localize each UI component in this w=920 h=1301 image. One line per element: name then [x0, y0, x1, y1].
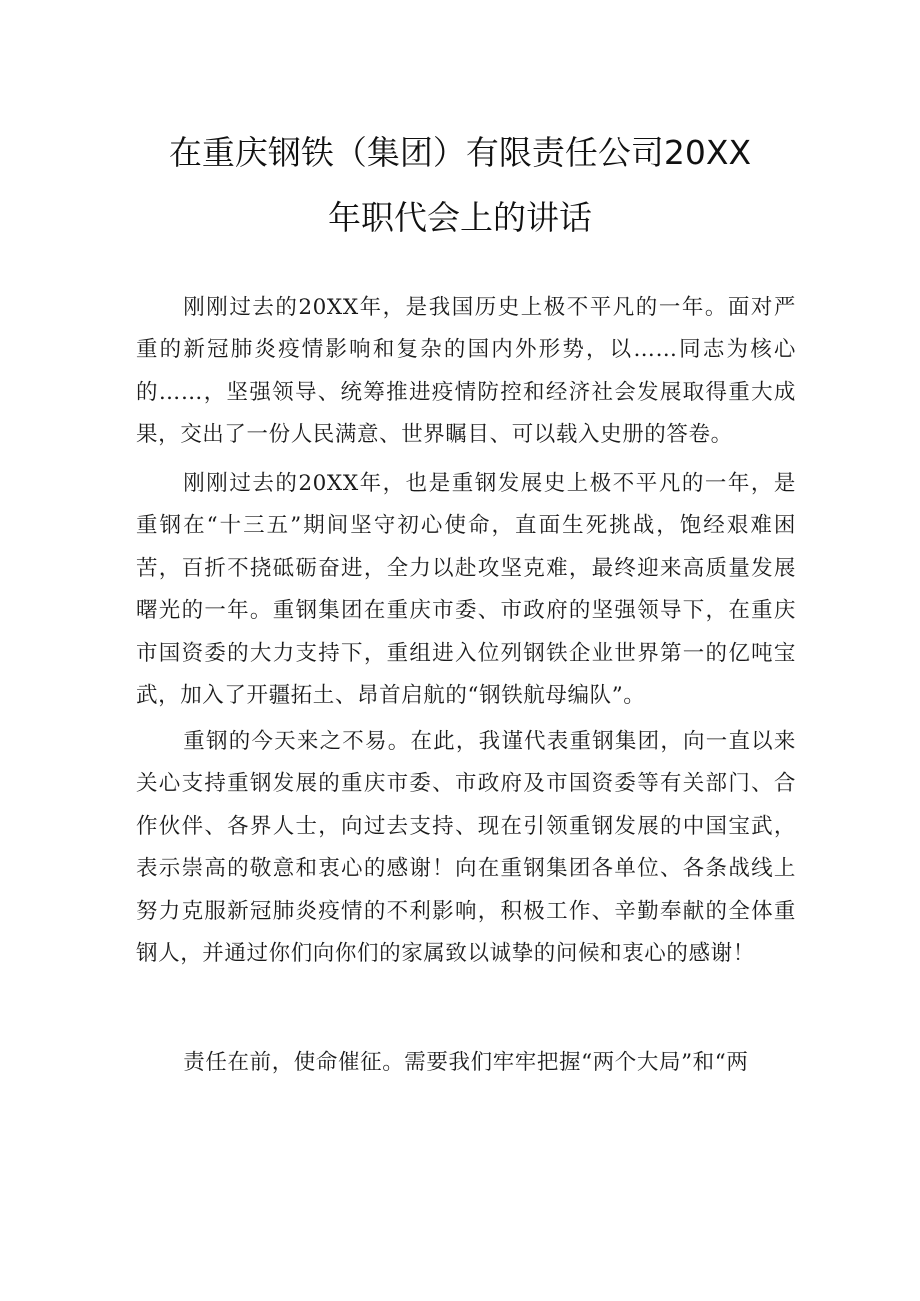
paragraph-3: 重钢的今天来之不易。在此，我谨代表重钢集团，向一直以来关心支持重钢发展的重庆市委、市政府及市国资委等有关部门、合作伙伴、各界人士，向过去支持、现在引领重钢发展的中国宝武，表示崇高的敬意和衷心的感谢！向在重钢集团各单位、各条战线上努力克服新冠肺炎疫情的不利影响，积极工作、辛勤奉献的全体重钢人，并通过你们向你们的家属致以诚挚的问候和衷心的感谢！: [136, 729, 796, 967]
document-title-line-1: 在重庆钢铁（集团）有限责任公司20XX: [168, 133, 752, 172]
document-title-line-2: 年职代会上的讲话: [328, 198, 592, 237]
paragraph-2: 刚刚过去的20XX年，也是重钢发展史上极不平凡的一年，是重钢在“十三五”期间坚守初心使命，直面生死挑战，饱经艰难困苦，百折不挠砥砺奋进，全力以赴攻坚克难，最终迎来高质量发展曙光的一年。重钢集团在重庆市委、市政府的坚强领导下，在重庆市国资委的大力支持下，重组进入位列钢铁企业世界第一的亿吨宝武，加入了开疆拓土、昂首启航的“钢铁航母编队”。: [136, 471, 796, 709]
paragraph-1: 刚刚过去的20XX年，是我国历史上极不平凡的一年。面对严重的新冠肺炎疫情影响和复杂的国内外形势，以……同志为核心的……，坚强领导、统筹推进疫情防控和经济社会发展取得重大成果，交出了一份人民满意、世界瞩目、可以载入史册的答卷。: [136, 295, 796, 448]
paragraph-4: 责任在前，使命催征。需要我们牢牢把握“两个大局”和“两: [183, 1050, 749, 1075]
